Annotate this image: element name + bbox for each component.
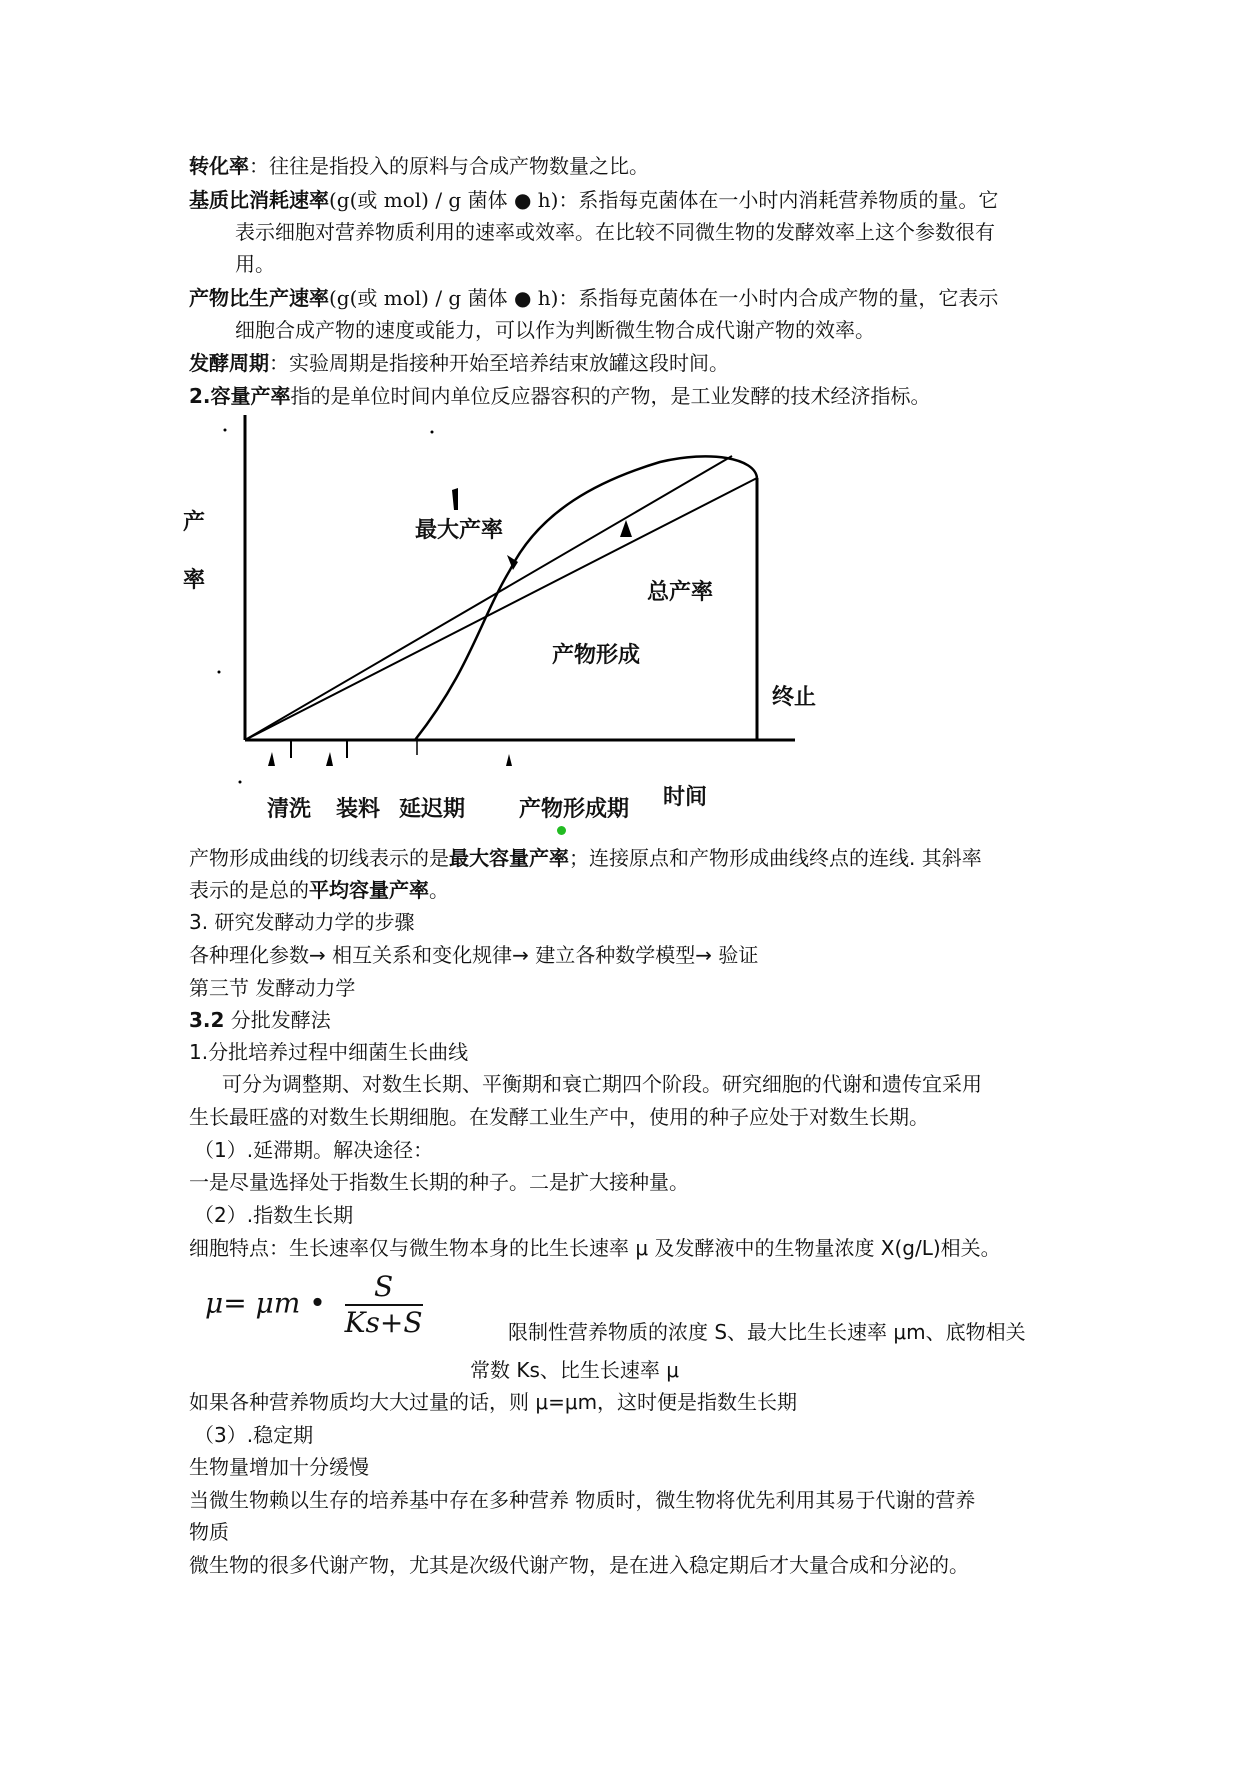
bold-term: 平均容量产率 <box>309 878 429 902</box>
label-end: 终止 <box>772 684 817 710</box>
definition-text: ：往往是指投入的原料与合成产物数量之比。 <box>249 154 649 178</box>
total-rate-pointer <box>620 520 632 537</box>
lag-phase-text: 一是尽量选择处于指数生长期的种子。二是扩大接种量。 <box>189 1170 689 1194</box>
speck <box>224 429 227 432</box>
section-heading: 第三节 发酵动力学 <box>189 976 356 1000</box>
section-number: 2. <box>189 384 211 408</box>
speck <box>218 671 221 674</box>
exp-phase-text: 细胞特点：生长速率仅与微生物本身的比生长速率 μ 及发酵液中的生物量浓度 X(g/L)相关。 <box>189 1236 1001 1260</box>
productivity-diagram <box>180 410 820 830</box>
stationary-text-2-cont: 物质 <box>189 1520 229 1544</box>
explanation-line-1 <box>189 842 1069 874</box>
step-title: 3. 研究发酵动力学的步骤 <box>189 910 415 934</box>
formula-numerator: S <box>345 1270 423 1306</box>
stationary-text-1: 生物量增加十分缓慢 <box>189 1455 369 1479</box>
definition-text: ：系指每克菌体在一小时内合成产物的量，它表示 <box>558 286 999 310</box>
anchor-dot <box>557 826 566 835</box>
x-axis-label: 时间 <box>663 784 708 810</box>
text: 表示的是总的 <box>189 878 309 902</box>
stationary-text-3: 微生物的很多代谢产物，尤其是次级代谢产物，是在进入稳定期后才大量合成和分泌的。 <box>189 1553 969 1577</box>
paragraph: 可分为调整期、对数生长期、平衡期和衰亡期四个阶段。研究细胞的代谢和遗传宜采用 <box>222 1072 982 1096</box>
term: 容量产率 <box>210 384 291 408</box>
y-axis-label-1: 产 <box>183 509 206 535</box>
subsection-number: 3.2 <box>189 1008 225 1032</box>
subsection-title: 分批发酵法 <box>224 1008 331 1032</box>
unit: (g(或 mol) / g 菌体 ● h) <box>329 188 559 212</box>
term: 基质比消耗速率 <box>189 188 329 212</box>
steps: 各种理化参数→ 相互关系和变化规律→ 建立各种数学模型→ 验证 <box>189 943 759 967</box>
text: 。 <box>429 878 449 902</box>
definition-fermentation-cycle <box>189 347 1069 379</box>
definition-substrate-rate-cont: 表示细胞对营养物质利用的速率或效率。在比较不同微生物的发酵效率上这个参数很有 <box>235 220 995 244</box>
term: 转化率 <box>189 154 249 178</box>
arrow-marker <box>268 752 275 766</box>
lag-phase-title: （1）.延滞期。解决途径： <box>194 1138 434 1162</box>
y-axis-label-2: 率 <box>183 567 206 593</box>
phase-cleaning: 清洗 <box>267 796 312 822</box>
formula-lhs: μ= μm • <box>205 1286 326 1320</box>
formula-note-2: 常数 Ks、比生长速率 μ <box>470 1358 679 1382</box>
exp-phase-title: （2）.指数生长期 <box>194 1203 354 1227</box>
bold-term: 最大容量产率 <box>449 846 569 870</box>
speck <box>239 781 242 784</box>
phase-product-formation: 产物形成期 <box>519 796 630 822</box>
phase-loading: 装料 <box>336 796 381 822</box>
diagram-svg <box>180 410 820 830</box>
formula-denominator: Ks+S <box>344 1306 423 1339</box>
definition-substrate-rate <box>189 184 1069 216</box>
max-rate-pointer <box>452 488 458 510</box>
phase-lag: 延迟期 <box>399 796 466 822</box>
arrow-marker <box>326 752 333 766</box>
label-max-rate: 最大产率 <box>415 517 504 543</box>
section-text: 指的是单位时间内单位反应器容积的产物，是工业发酵的技术经济指标。 <box>290 384 931 408</box>
formula-note-1: 限制性营养物质的浓度 S、最大比生长速率 μm、底物相关 <box>508 1320 1026 1344</box>
definition-text: ：实验周期是指接种开始至培养结束放罐这段时间。 <box>269 351 729 375</box>
label-product-formation: 产物形成 <box>552 642 641 668</box>
stationary-text-2: 当微生物赖以生存的培养基中存在多种营养 物质时，微生物将优先利用其易于代谢的营养 <box>189 1488 976 1512</box>
speck <box>431 431 434 434</box>
definition-text: ：系指每克菌体在一小时内消耗营养物质的量。它 <box>558 188 999 212</box>
unit: (g(或 mol) / g 菌体 ● h) <box>329 286 559 310</box>
definition-product-rate-cont: 细胞合成产物的速度或能力，可以作为判断微生物合成代谢产物的效率。 <box>235 318 875 342</box>
formula-fraction <box>345 1270 423 1340</box>
monod-formula <box>205 1270 423 1340</box>
arrow-marker <box>506 754 512 766</box>
term: 发酵周期 <box>189 351 269 375</box>
definition-substrate-rate-cont2: 用。 <box>235 252 275 276</box>
paragraph-cont: 生长最旺盛的对数生长期细胞。在发酵工业生产中，使用的种子应处于对数生长期。 <box>189 1105 929 1129</box>
term: 产物比生产速率 <box>189 286 329 310</box>
stationary-phase-title: （3）.稳定期 <box>194 1423 314 1447</box>
definition-conversion-rate <box>189 150 1069 182</box>
text: 产物形成曲线的切线表示的是 <box>189 846 449 870</box>
label-total-rate: 总产率 <box>647 579 714 605</box>
subsection-heading <box>189 1004 1069 1036</box>
explanation-line-2 <box>189 874 1069 906</box>
section-volumetric-productivity <box>189 380 1069 412</box>
definition-product-rate <box>189 282 1069 314</box>
text: ；连接原点和产物形成曲线终点的连线. 其斜率 <box>569 846 982 870</box>
excess-text: 如果各种营养物质均大大过量的话，则 μ=μm，这时便是指数生长期 <box>189 1390 798 1414</box>
growth-curve-heading: 1.分批培养过程中细菌生长曲线 <box>189 1040 469 1064</box>
